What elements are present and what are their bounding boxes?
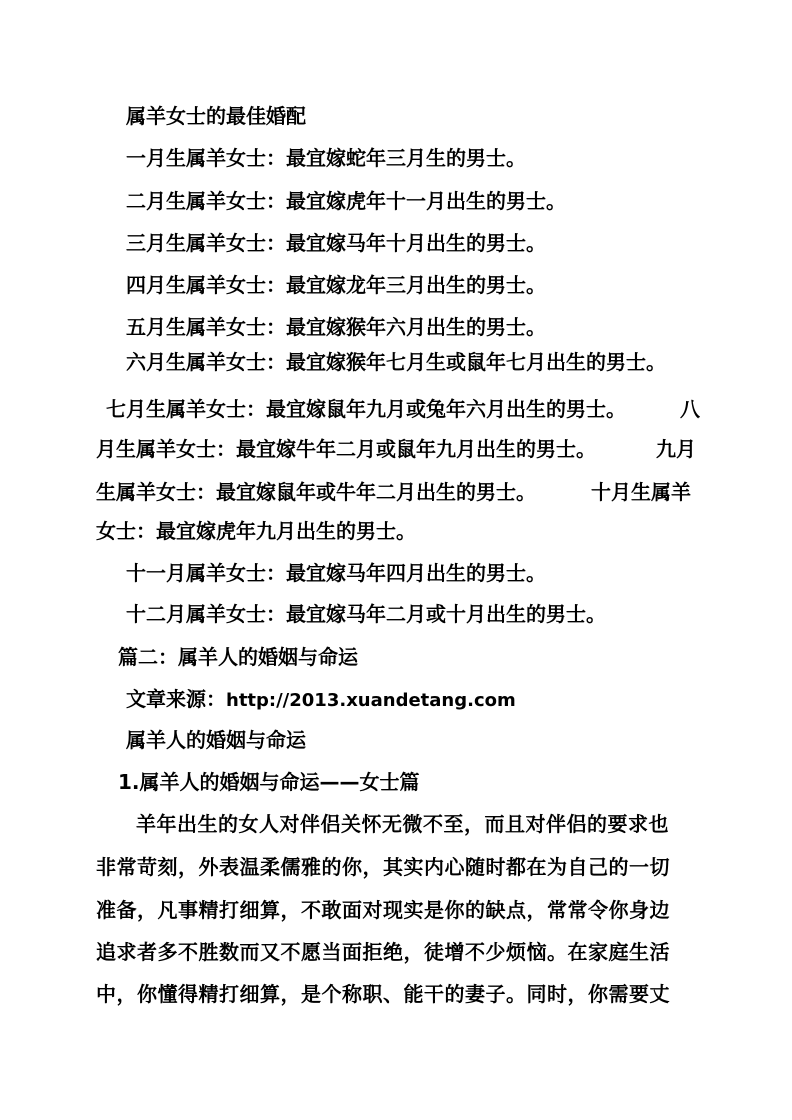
wrapped-line-2a: 月生属羊女士：最宜嫁牛年二月或鼠年九月出生的男士。	[96, 437, 596, 461]
source-line	[126, 687, 516, 713]
match-line-2: 二月生属羊女士：最宜嫁虎年十一月出生的男士。	[126, 189, 566, 213]
match-line-3: 三月生属羊女士：最宜嫁马年十月出生的男士。	[126, 231, 546, 255]
wrapped-line-1a: 七月生属羊女士：最宜嫁鼠年九月或兔年六月出生的男士。	[106, 397, 626, 421]
match-line-1: 一月生属羊女士：最宜嫁蛇年三月生的男士。	[126, 146, 526, 170]
match-line-11: 十一月属羊女士：最宜嫁马年四月出生的男士。	[126, 561, 546, 585]
paragraph-line-5: 中，你懂得精打细算，是个称职、能干的妻子。同时，你需要丈	[96, 982, 670, 1006]
wrapped-line-4: 女士：最宜嫁虎年九月出生的男士。	[96, 519, 416, 543]
wrapped-line-1b: 八	[680, 397, 700, 421]
match-line-5: 五月生属羊女士：最宜嫁猴年六月出生的男士。	[126, 315, 546, 339]
wrapped-line-2b: 九月	[656, 437, 696, 461]
match-line-6: 六月生属羊女士：最宜嫁猴年七月生或鼠年七月出生的男士。	[126, 350, 666, 374]
subtitle: 属羊人的婚姻与命运	[126, 728, 306, 752]
match-line-4: 四月生属羊女士：最宜嫁龙年三月出生的男士。	[126, 273, 546, 297]
source-url: http://2013.xuandetang.com	[226, 690, 516, 711]
paragraph-line-4: 追求者多不胜数而又不愿当面拒绝，徒增不少烦恼。在家庭生活	[96, 940, 670, 964]
wrapped-line-3a: 生属羊女士：最宜嫁鼠年或牛年二月出生的男士。	[96, 480, 536, 504]
wrapped-line-3b: 十月生属羊	[591, 480, 691, 504]
subsection-title: 1.属羊人的婚姻与命运——女士篇	[118, 770, 420, 794]
paragraph-line-2: 非常苛刻，外表温柔儒雅的你，其实内心随时都在为自己的一切	[96, 855, 670, 879]
heading: 属羊女士的最佳婚配	[126, 104, 306, 128]
source-label: 文章来源：	[126, 687, 226, 711]
section-title: 篇二：属羊人的婚姻与命运	[118, 645, 358, 669]
paragraph-line-3: 准备，凡事精打细算，不敢面对现实是你的缺点，常常令你身边	[96, 898, 670, 922]
paragraph-line-1: 羊年出生的女人对伴侣关怀无微不至，而且对伴侣的要求也	[136, 812, 669, 836]
match-line-12: 十二月属羊女士：最宜嫁马年二月或十月出生的男士。	[126, 602, 606, 626]
